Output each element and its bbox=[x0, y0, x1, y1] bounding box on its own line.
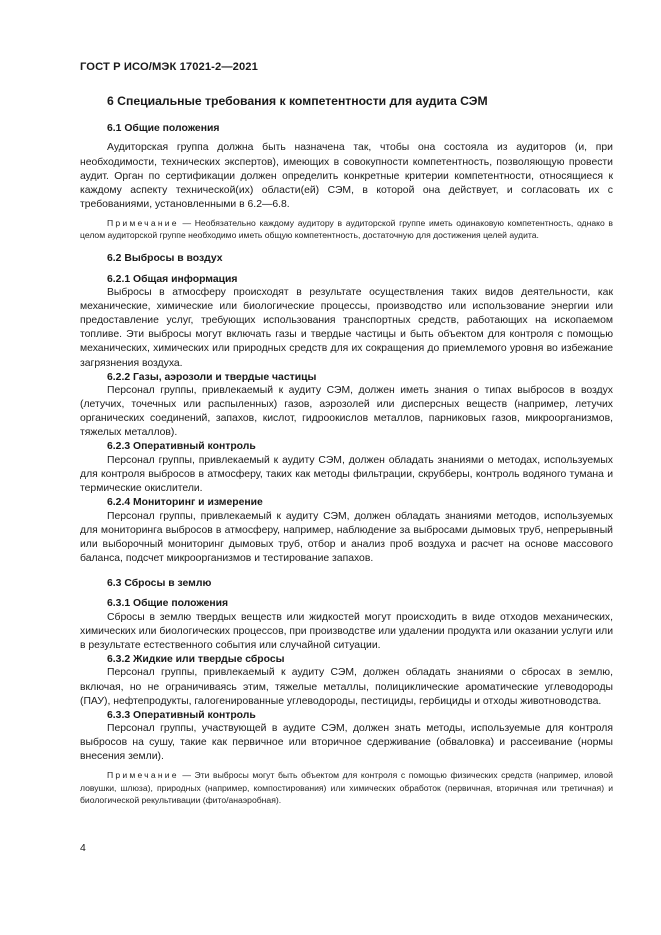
subsection-6-3-title: 6.3 Сбросы в землю bbox=[107, 577, 212, 589]
clause-6-3-2-paragraph: Персонал группы, привлекаемый к аудиту СЭМ, должен обладать знаниями о сбросах в землю, включая, но не ограничиваясь этим, тяжелые металлы, полициклические ароматические углеводороды (ПАУ), нефтепродукты, галогенированные углеводороды, пестициды, гербициды и отходы животноводства. bbox=[80, 667, 613, 707]
clause-6-3-1-paragraph: Сбросы в землю твердых веществ или жидкостей могут происходить в виде отходов механических, химических или биологических процессов, при производстве или удалении продукта или оказании услуги или в результате естественного события или случайной ситуации. bbox=[80, 611, 614, 651]
clause-6-2-3-paragraph: Персонал группы, привлекаемый к аудиту СЭМ, должен обладать знаниями о методах, используемых для контроля выбросов в атмосферу, таких как методы фильтрации, скрубберы, контроль водяного тумана и термические окислители. bbox=[80, 454, 613, 495]
clause-6-3-2-title: 6.3.2 Жидкие или твердые сбросы bbox=[107, 654, 285, 665]
page-number: 4 bbox=[80, 843, 86, 854]
note-label: Примечание bbox=[107, 770, 179, 781]
note-text: — Необязательно каждому аудитору в аудиторской группе иметь одинаковую компетентность, однако в целом аудиторской группе необходимо иметь общую компетентность, достаточную для достижения целей аудита. bbox=[80, 217, 613, 241]
clause-6-2-2-paragraph: Персонал группы, привлекаемый к аудиту СЭМ, должен иметь знания о типах выбросов в воздух (летучих, точечных или распыленных) газов, аэрозолей или дисперсных веществ (например, летучих органических соединений, запахов, кислот, гидроокислов металлов, парниковых газов, микроорганизмов, тяжелых металлов). bbox=[80, 385, 613, 439]
subsection-6-1-paragraph: Аудиторская группа должна быть назначена так, чтобы она состояла из аудиторов (и, при необходимости, технических экспертов), имеющих в совокупности компетентность, позволяющую провести аудит. Орган по сертификации должен определить конкретные критерии компетентности, относящиеся к каждому аспекту технической(их) области(ей) СЭМ, в которой она действует, и согласовать их с требованиями, установленными в 6.2—6.8. bbox=[80, 142, 613, 210]
subsection-6-2-title: 6.2 Выбросы в воздух bbox=[107, 253, 223, 265]
clause-6-2-2-title: 6.2.2 Газы, аэрозоли и твердые частицы bbox=[107, 371, 317, 383]
clause-6-3-3-title: 6.3.3 Оперативный контроль bbox=[107, 709, 256, 721]
clause-6-3-1-title: 6.3.1 Общие положения bbox=[107, 598, 229, 610]
clause-6-2-1-paragraph: Выбросы в атмосферу происходят в результате осуществления таких видов деятельности, как механические, химические или биологические процессы, производство или использование энергии или предоставление услуг, требующих использования транспортных средств, работающих на ископаемом топливе. Эти выбросы могут включать газы и твердые частицы и быть объектом для контроля с помощью механических, химических или природных средств для их сокращения до приемлемого уровня во избежание загрязнения воздуха. bbox=[80, 287, 613, 369]
note-6-3 bbox=[80, 769, 613, 806]
note-text: — Эти выбросы могут быть объектом для контроля с помощью физических средств (например, иловой ловушки, шлюза), природных (например, компостирования) или химических обработок (первичная, вторичная или третичная) и биологической рекультивации (фито/анаэробная). bbox=[80, 770, 613, 805]
page-content bbox=[80, 93, 613, 806]
note-label: Примечание bbox=[107, 217, 179, 228]
clause-6-3-3-paragraph: Персонал группы, участвующей в аудите СЭМ, должен знать методы, используемые для контроля выбросов на сушу, такие как первичное или вторичное сдерживание (обваловка) и рассеивание (нормы внесения земли). bbox=[80, 723, 613, 763]
clause-6-2-4-paragraph: Персонал группы, привлекаемый к аудиту СЭМ, должен обладать знаниями методов, используемых для мониторинга выбросов в атмосферу, например, наблюдение за выбросами дымовых труб, непрерывный или выборочный мониторинг дымовых труб, отбор и анализ проб воздуха и расчет на основе массового баланса, подсчет микроорганизмов и тестирование запахов. bbox=[80, 510, 613, 564]
section-title: 6 Специальные требования к компетентности для аудита СЭМ bbox=[107, 94, 488, 108]
clause-6-2-3-title: 6.2.3 Оперативный контроль bbox=[107, 441, 256, 453]
standard-header: ГОСТ Р ИСО/МЭК 17021-2—2021 bbox=[80, 61, 258, 73]
note-6-1 bbox=[80, 217, 613, 241]
subsection-6-1-title: 6.1 Общие положения bbox=[107, 123, 220, 134]
clause-6-2-4-title: 6.2.4 Мониторинг и измерение bbox=[107, 497, 263, 509]
clause-6-2-1-title: 6.2.1 Общая информация bbox=[107, 273, 238, 285]
